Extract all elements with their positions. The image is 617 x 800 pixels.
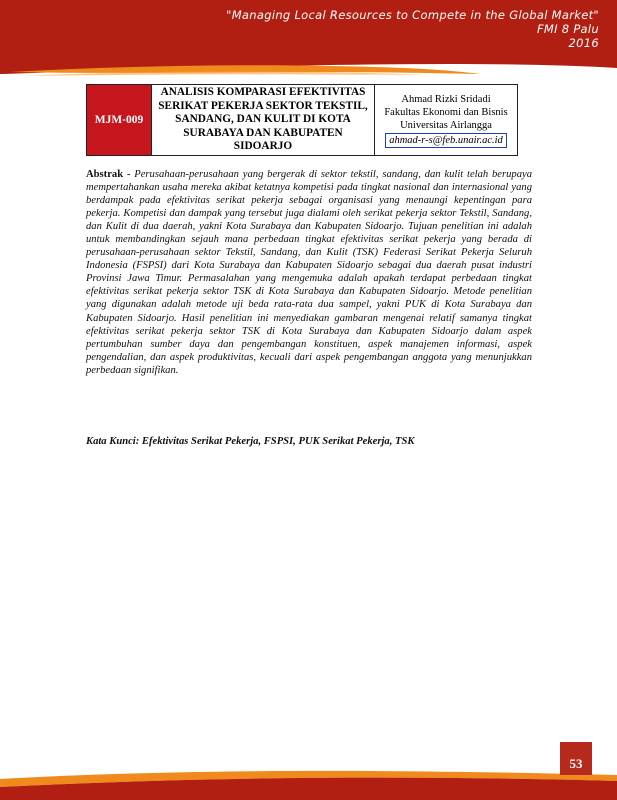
header-year: 2016 — [568, 36, 599, 50]
header-event: FMI 8 Palu — [536, 22, 599, 36]
author-name: Ahmad Rizki Sridadi — [401, 93, 491, 105]
author-faculty: Fakultas Ekonomi dan Bisnis — [384, 106, 508, 118]
paper-title-table — [86, 84, 518, 156]
header-text — [226, 8, 599, 50]
footer-banner — [0, 735, 617, 800]
abstract-paragraph — [86, 168, 532, 377]
author-info — [375, 85, 517, 155]
header-tagline: "Managing Local Resources to Compete in the Global Market" — [226, 8, 599, 22]
abstract-text: - Perusahaan-perusahaan yang bergerak di sektor tekstil, sandang, dan kulit telah berupaya mempertahankan usaha mereka akibat ketatnya kompetisi pada tingkat nasional dan internasional yang berdampak pada efektivitas serikat pekerja sebagai organisasi yang menaungi kepentingan para pekerja. Kompetisi dan dampak yang tersebut juga dialami oleh serikat pekerja sektor Tekstil, Sandang, dan Kulit di dua daerah, yakni Kota Surabaya dan Kabupaten Sidoarjo. Tujuan penelitian ini adalah untuk membandingkan sejauh mana perbedaan tingkat efektivitas serikat pekerja yang berada di perusahaan-perusahaan sektor Tekstil, Sandang, dan Kulit (TSK) Federasi Serikat Pekerja Seluruh Indonesia (FSPSI) dari Kota Surabaya dan Kabupaten Sidoarjo sebagai dua daerah pusat industri Provinsi Jawa Timur. Permasalahan yang mengemuka adalah apakah terdapat perbedaan tingkat efektivitas serikat pekerja sektor TSK di Kota Surabaya dan Kabupaten Sidoarjo. Metode penelitian yang digunakan adalah metode uji beda rata-rata dua sampel, yakni PUK di Kota Surabaya dan Kabupaten Sidoarjo. Hasil penelitian ini menyediakan gambaran mengenai relatif samanya tingkat efektivitas serikat pekerja sektor TSK di Kota Surabaya dan Kabupaten Sidoarjo dalam aspek pertumbuhan sumber daya dan pengembangan konstituen, aspek manajemen informasi, aspek pengendalian, dan aspek produktivitas, kecuali dari aspek pengembangan anggota yang menunjukkan perbedaan signifikan. — [86, 169, 532, 376]
abstract-label: Abstrak — [86, 169, 124, 180]
author-university: Universitas Airlangga — [400, 119, 492, 131]
keywords: Kata Kunci: Efektivitas Serikat Pekerja, FSPSI, PUK Serikat Pekerja, TSK — [86, 436, 415, 447]
paper-code: MJM-009 — [87, 85, 152, 155]
page-number: 53 — [560, 742, 592, 775]
author-email-link[interactable]: ahmad-r-s@feb.unair.ac.id — [385, 133, 507, 148]
paper-title: ANALISIS KOMPARASI EFEKTIVITAS SERIKAT PEKERJA SEKTOR TEKSTIL, SANDANG, DAN KULIT DI KOTA SURABAYA DAN KABUPATEN SIDOARJO — [152, 85, 375, 155]
